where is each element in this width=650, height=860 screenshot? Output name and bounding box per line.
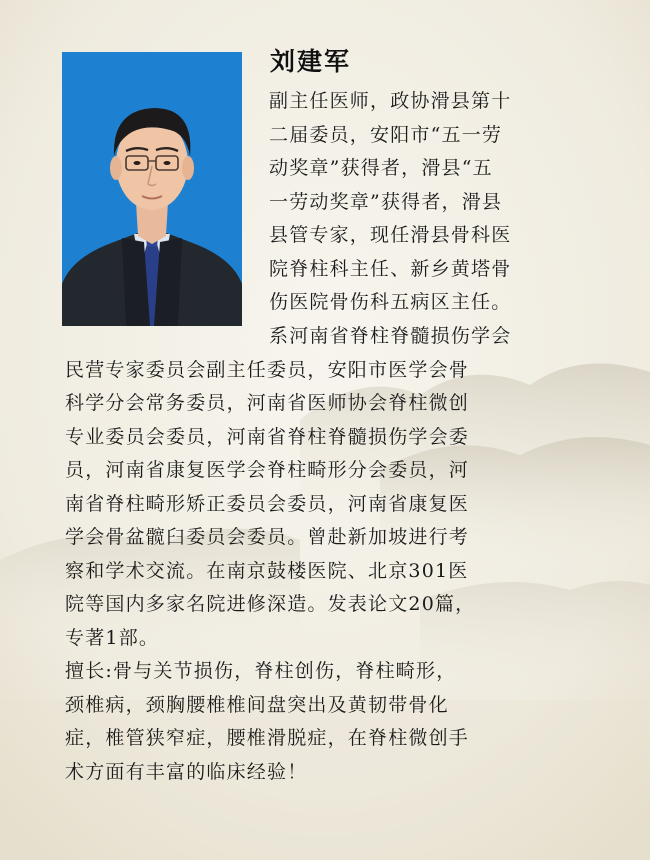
portrait-illustration [62,52,242,326]
bio-line: 二届委员，安阳市“五一劳 [269,123,503,146]
bio-line: 专著1部。 [65,626,160,649]
specialty-line: 术方面有丰富的临床经验！ [65,760,308,783]
bio-line: 专业委员会委员，河南省脊柱脊髓损伤学会委 [65,425,470,448]
bio-line: 科学分会常务委员，河南省医师协会脊柱微创 [65,392,470,414]
bio-line: 系河南省脊柱脊髓损伤学会 [269,325,512,347]
bio-line: 伤医院骨伤科五病区主任。 [269,291,512,313]
bio-line: 院脊柱科主任、新乡黄塔骨 [269,257,512,280]
doctor-name: 刘建军 [270,47,352,76]
bio-line: 县管专家，现任滑县骨科医 [269,224,512,246]
bio-main-paragraph [65,320,620,789]
bio-line: 副主任医师，政协滑县第十 [269,90,512,112]
bio-line: 动奖章”获得者，滑县“五 [269,157,493,179]
bio-line: 民营专家委员会副主任委员，安阳市医学会骨 [65,358,470,381]
bio-line: 院等国内多家名院进修深造。发表论文20篇， [65,593,476,615]
specialty-line: 颈椎病，颈胸腰椎椎间盘突出及黄韧带骨化 [65,693,449,716]
bio-line: 员，河南省康复医学会脊柱畸形分会委员，河 [65,459,470,481]
bio-side-paragraph [269,85,609,320]
bio-line: 察和学术交流。在南京鼓楼医院、北京301医 [65,559,469,582]
bio-line: 学会骨盆髋臼委员会委员。曾赴新加坡进行考 [65,526,470,548]
portrait-photo [62,52,242,326]
bio-line: 南省脊柱畸形矫正委员会委员，河南省康复医 [65,492,470,515]
bio-line: 一劳动奖章”获得者，滑县 [269,190,503,213]
specialty-line: 擅长:骨与关节损伤，脊柱创伤，脊柱畸形， [65,660,457,682]
specialty-line: 症，椎管狭窄症，腰椎滑脱症，在脊柱微创手 [65,727,470,749]
